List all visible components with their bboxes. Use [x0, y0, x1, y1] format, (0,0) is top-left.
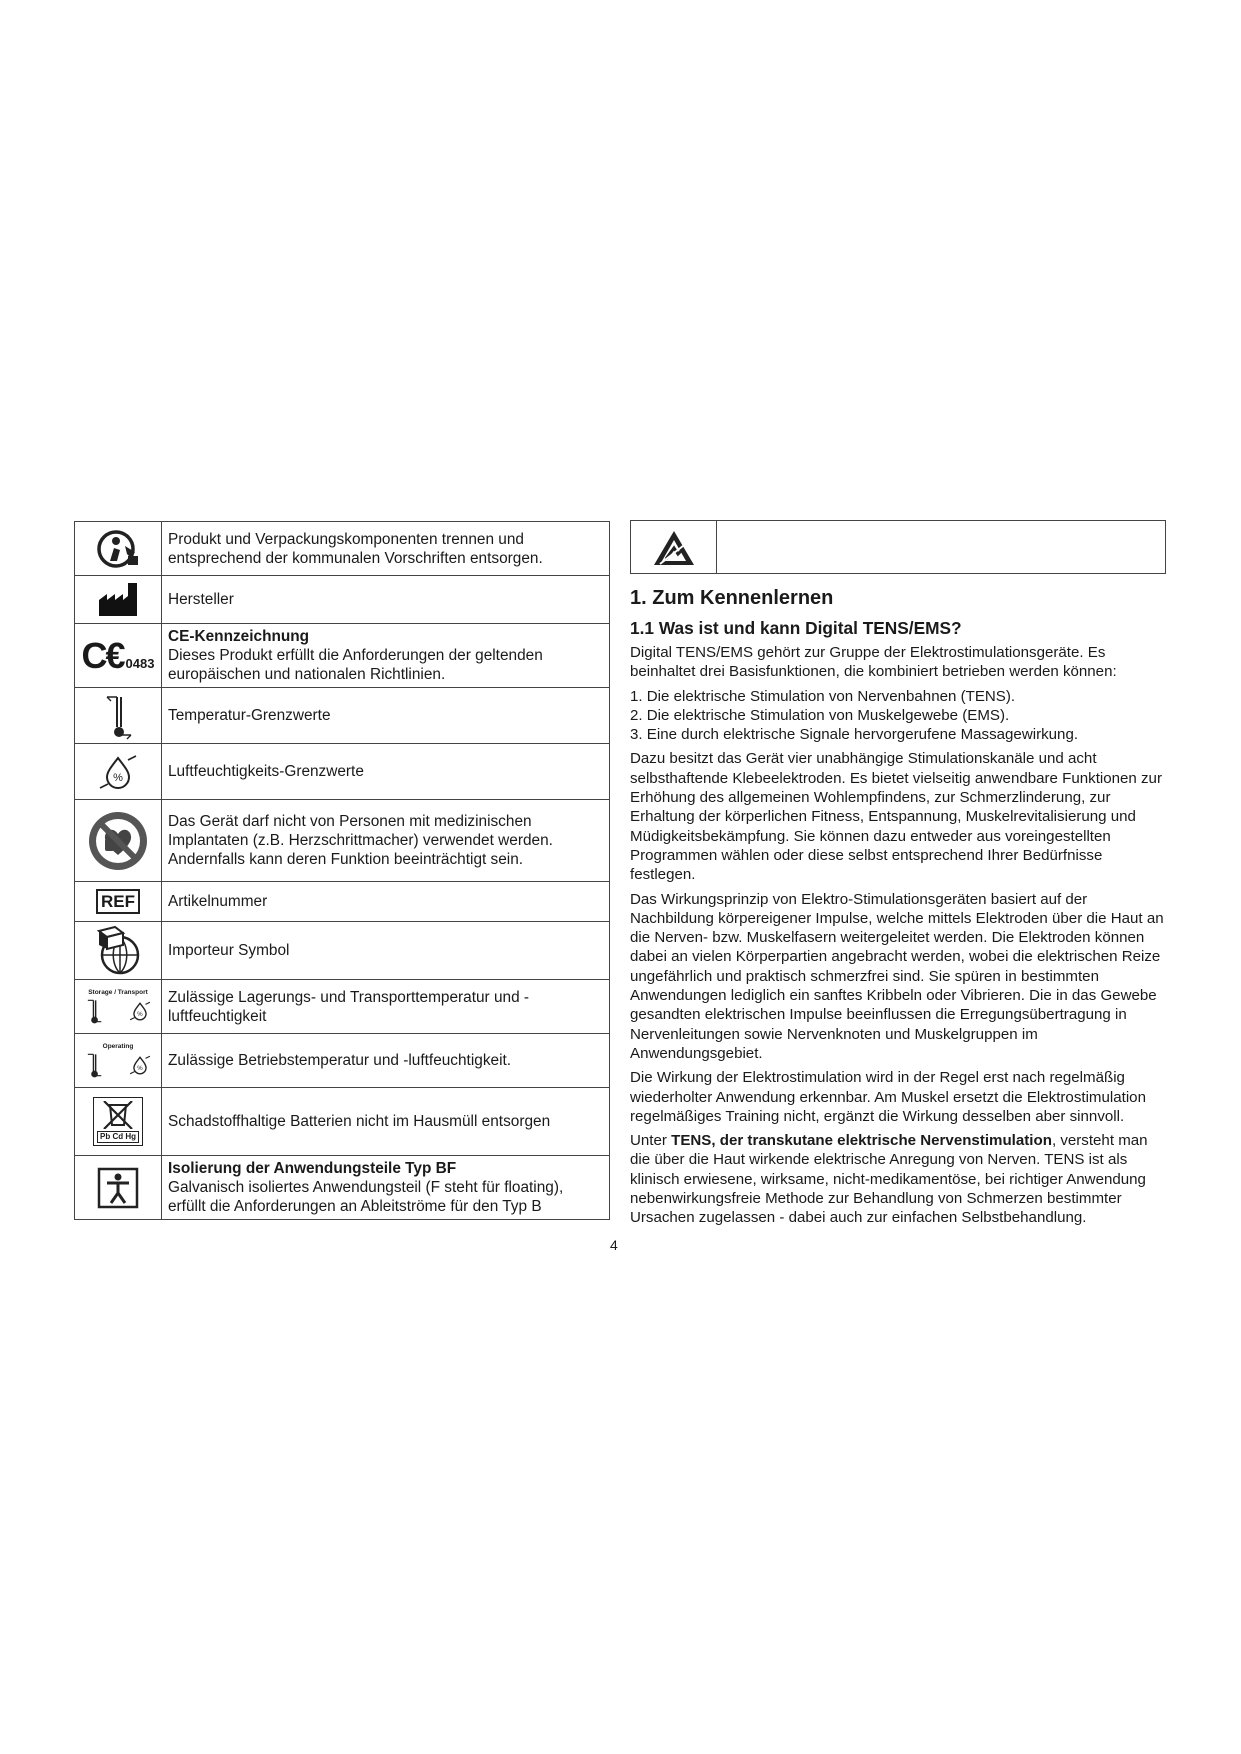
table-row [75, 800, 610, 882]
storage-transport-icon: Storage / Transport % [75, 980, 162, 1034]
humidity-limit-icon [75, 744, 162, 800]
table-row [75, 522, 610, 576]
symbol-description: Zulässige Betriebstemperatur und -luftfeuchtigkeit. [162, 1034, 610, 1088]
table-row [75, 1156, 610, 1220]
list-item: 3. Eine durch elektrische Signale hervorgerufene Massagewirkung. [630, 726, 1079, 744]
paragraph: Das Wirkungsprinzip von Elektro-Stimulationsgeräten basiert auf der Nachbildung körpereigener Impulse, welche mittels Elektroden über die Haut an die Nerven- bzw. Muskelfasern weitergeleitet werden. Die Elektroden können dabei an vielen Körperpartien angebracht werden, wobei die elektrischen Reize ungefährlich und praktisch schmerzfrei sind. Sie spüren in bestimmten Anwendungen lediglich ein sanftes Kribbeln oder Vibrieren. Die in das Gewebe gesandten elektrischen Impulse beeinflussen die Erregungsübertragung in Nervenleitungen sowie Nervenknoten und Muskelgruppen im Anwendungsgebiet. [630, 890, 1164, 1062]
table-row [75, 882, 610, 922]
list-item: 2. Die elektrische Stimulation von Muskelgewebe (EMS). [630, 706, 1010, 724]
table-row [75, 576, 610, 624]
recycling-separate-icon [75, 522, 162, 576]
svg-text:%: % [113, 771, 123, 784]
table-row [75, 688, 610, 744]
manufacturer-factory-icon [75, 576, 162, 624]
svg-text:%: % [137, 1011, 143, 1018]
function-list [630, 687, 1166, 745]
table-row [75, 980, 610, 1034]
symbol-description: Hersteller [162, 576, 610, 624]
section-title: 1. Zum Kennenlernen [630, 587, 834, 609]
svg-text:%: % [137, 1065, 143, 1072]
paragraph: Die Wirkung der Elektrostimulation wird in der Regel erst nach regelmäßig wiederholter Anwendung erkennbar. Am Muskel ersetzt die Elektrostimulation regelmäßiges Training nicht, ergänzt die Wirkung desselben aber sinnvoll. [630, 1069, 1146, 1125]
page-number: 4 [610, 1237, 618, 1253]
intro-section [630, 585, 1166, 1233]
subsection-title: 1.1 Was ist und kann Digital TENS/EMS? [630, 618, 962, 638]
symbol-description: Artikelnummer [162, 882, 610, 922]
no-pacemaker-icon [75, 800, 162, 882]
table-row [75, 744, 610, 800]
symbol-description: Schadstoffhaltige Batterien nicht im Hausmüll entsorgen [162, 1088, 610, 1156]
symbol-table [74, 521, 610, 1220]
intro-paragraph: Digital TENS/EMS gehört zur Gruppe der Elektrostimulationsgeräte. Es beinhaltet drei Basisfunktionen, die kombiniert betrieben werden können: [630, 644, 1117, 681]
symbol-description: Luftfeuchtigkeits-Grenzwerte [162, 744, 610, 800]
tens-definition: TENS, der transkutane elektrische Nervenstimulation [671, 1132, 1052, 1150]
table-row [75, 1088, 610, 1156]
esd-warning-icon [631, 521, 717, 573]
operating-icon: Operating % [75, 1034, 162, 1088]
symbol-description: Das Gerät darf nicht von Personen mit medizinischen Implantaten (z.B. Herzschrittmacher) verwendet werden. Andernfalls kann deren Funktion beeinträchtigt sein. [162, 800, 610, 882]
list-item: 1. Die elektrische Stimulation von Nervenbahnen (TENS). [630, 687, 1016, 705]
importer-icon [75, 922, 162, 980]
table-row [75, 1034, 610, 1088]
ref-icon: REF [75, 882, 162, 922]
paragraph: Dazu besitzt das Gerät vier unabhängige Stimulationskanäle und acht selbsthaftende Klebeelektroden. Es bietet vielseitig anwendbare Funktionen zur Erhöhung des allgemeinen Wohlempfindens, zur Schmerzlinderung, zur Erhaltung der körperlichen Fitness, Entspannung, Muskelrevitalisierung und Müdigkeitsbekämpfung. Sie können dazu entweder aus voreingestellten Programmen wählen oder diese selbst entsprechend Ihrer Bedürfnisse festlegen. [630, 750, 1162, 884]
symbol-description: Importeur Symbol [162, 922, 610, 980]
symbol-description: Temperatur-Grenzwerte [162, 688, 610, 744]
ce-mark-icon: C€ 0483 [75, 624, 162, 688]
esd-symbol-box [630, 520, 1166, 574]
battery-disposal-icon: Pb Cd Hg [75, 1088, 162, 1156]
symbol-description: Zulässige Lagerungs- und Transporttemperatur und -luftfeuchtigkeit [162, 980, 610, 1034]
symbol-description: CE-Kennzeichnung Dieses Produkt erfüllt die Anforderungen der geltenden europäischen und nationalen Richtlinien. [162, 624, 610, 688]
type-bf-icon [75, 1156, 162, 1220]
table-row [75, 624, 610, 688]
table-row [75, 922, 610, 980]
temperature-limit-icon [75, 688, 162, 744]
symbol-description: Produkt und Verpackungskomponenten trennen und entsprechend der kommunalen Vorschriften entsorgen. [162, 522, 610, 576]
symbol-description: Isolierung der Anwendungsteile Typ BF Galvanisch isoliertes Anwendungsteil (F steht für floating), erfüllt die Anforderungen an Ableitströme für den Typ B [162, 1156, 610, 1220]
paragraph: Unter TENS, der transkutane elektrische Nervenstimulation, versteht man die über die Haut wirkende elektrische Anregung von Nerven. TENS ist als klinisch erwiesene, wirksame, nicht-medikamentöse, bei richtiger Anwendung nebenwirkungsfreie Methode zur Behandlung von Schmerzen bestimmter Ursachen zugelassen - dabei auch zur einfachen Selbstbehandlung. [630, 1132, 1148, 1227]
